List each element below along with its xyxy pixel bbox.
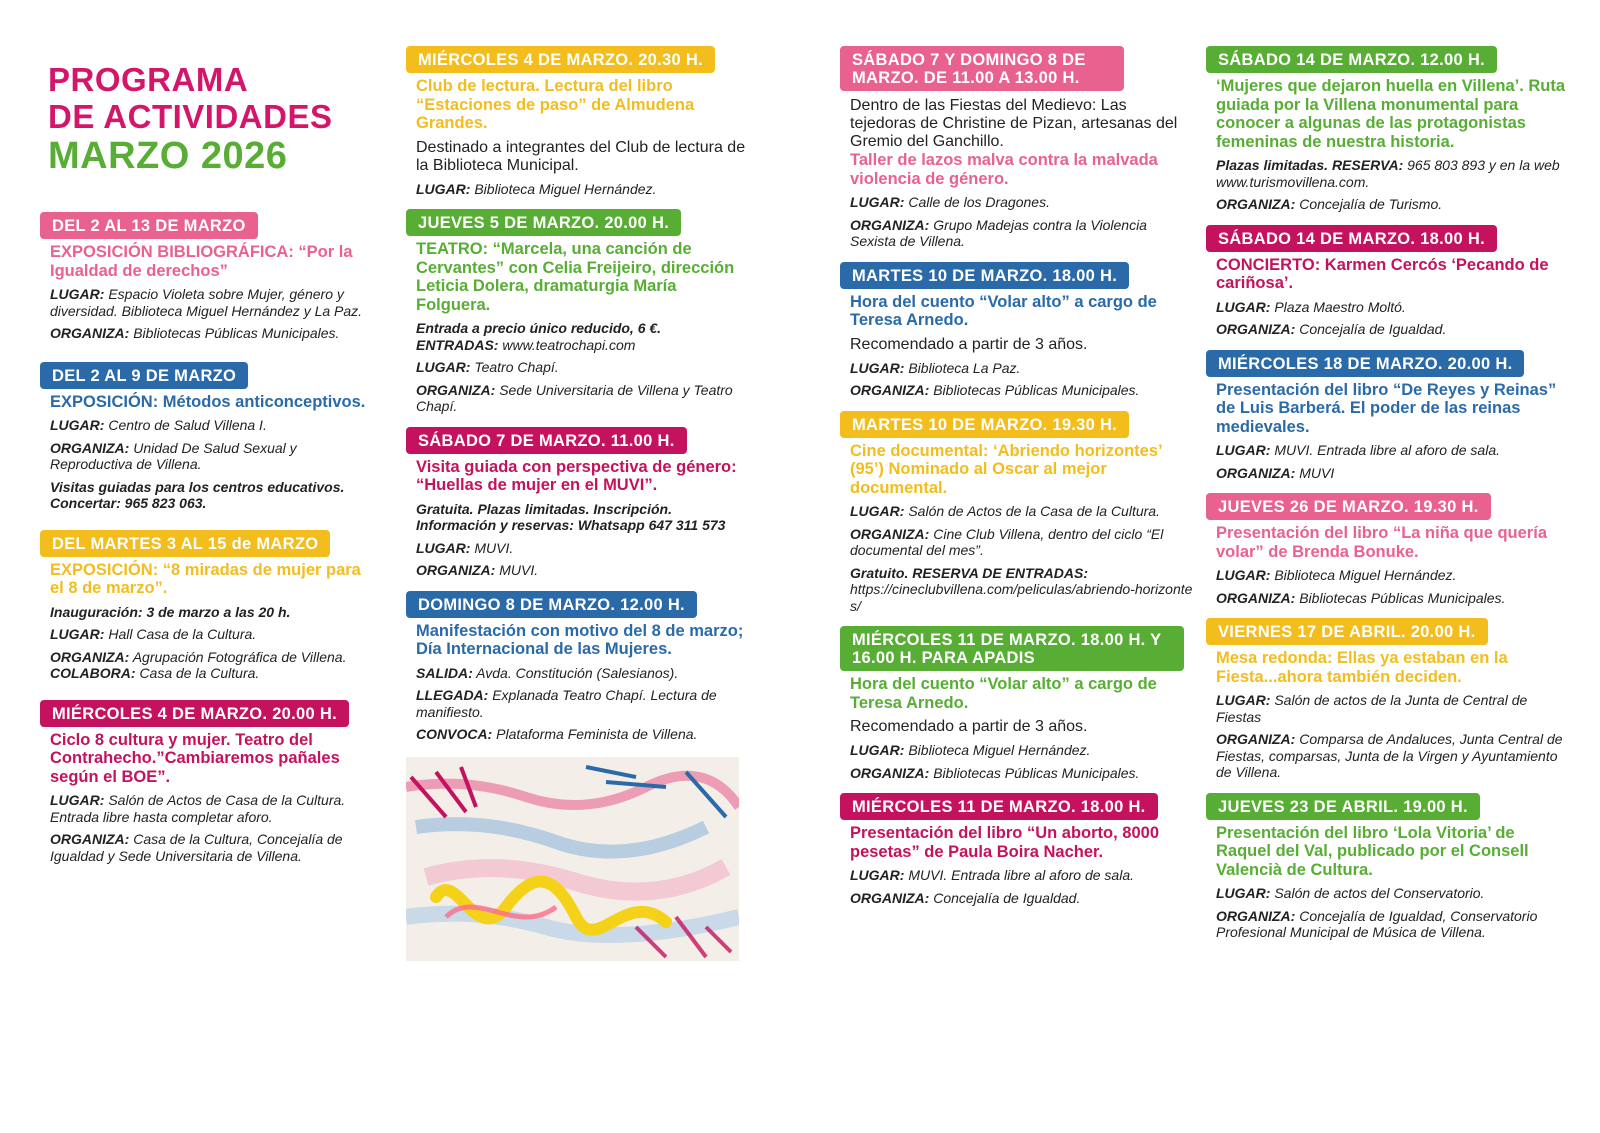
- event-lugar: LUGAR: Salón de Actos de la Casa de la Cultura.: [850, 503, 1160, 519]
- event-date-header: MIÉRCOLES 4 DE MARZO. 20.00 H.: [40, 700, 349, 727]
- event-title: Manifestación con motivo del 8 de marzo; Día Internacional de las Mujeres.: [416, 621, 744, 658]
- event-organiza: ORGANIZA: Grupo Madejas contra la Violencia Sexista de Villena.: [850, 216, 1147, 249]
- event-card: [38, 700, 373, 865]
- event-card: [38, 530, 373, 682]
- event-date-header: SÁBADO 7 Y DOMINGO 8 DE MARZO. DE 11.00 A 13.00 H.: [840, 46, 1124, 91]
- column-3: [850, 46, 1195, 918]
- event-lugar: LUGAR: Centro de Salud Villena I.: [50, 417, 267, 433]
- event-entradas: ENTRADAS: www.teatrochapi.com: [416, 336, 636, 353]
- event-card: [1216, 493, 1566, 606]
- event-organiza: ORGANIZA: Casa de la Cultura, Concejalía de Igualdad y Sede Universitaria de Villena.: [50, 831, 343, 864]
- event-card: [850, 411, 1195, 615]
- event-reservation: Plazas limitadas. RESERVA: 965 803 893 y en la web www.turismovillena.com.: [1216, 157, 1560, 190]
- event-organiza: ORGANIZA: Concejalía de Igualdad.: [850, 889, 1081, 906]
- event-date-header: VIERNES 17 DE ABRIL. 20.00 H.: [1206, 618, 1488, 645]
- event-date-header: DOMINGO 8 DE MARZO. 12.00 H.: [406, 591, 697, 618]
- event-title: Presentación del libro “De Reyes y Reinas” de Luis Barberá. El poder de las reinas medievales.: [1216, 380, 1557, 436]
- event-title: Taller de lazos malva contra la malvada violencia de género.: [850, 151, 1158, 188]
- event-description: Recomendado a partir de 3 años.: [850, 335, 1088, 353]
- event-description: Recomendado a partir de 3 años.: [850, 718, 1088, 735]
- event-title: EXPOSICIÓN BIBLIOGRÁFICA: “Por la Igualdad de derechos”: [50, 243, 353, 280]
- event-date-header: SÁBADO 14 DE MARZO. 12.00 H.: [1206, 46, 1497, 73]
- column-1: [38, 0, 373, 876]
- event-organiza: ORGANIZA: Bibliotecas Públicas Municipales.: [850, 764, 1140, 781]
- event-lugar: LUGAR: Biblioteca Miguel Hernández.: [850, 742, 1091, 758]
- event-date-header: MIÉRCOLES 18 DE MARZO. 20.00 H.: [1206, 350, 1524, 377]
- event-card: [38, 212, 373, 342]
- event-organiza: ORGANIZA: Bibliotecas Públicas Municipales.: [1216, 589, 1506, 606]
- event-organiza: ORGANIZA: Concejalía de Igualdad.: [1216, 321, 1447, 337]
- event-organiza: ORGANIZA: Unidad De Salud Sexual y Reproductiva de Villena.: [50, 439, 297, 472]
- event-lugar: LUGAR: Plaza Maestro Moltó.: [1216, 298, 1406, 315]
- event-card: [406, 209, 751, 415]
- event-title: EXPOSICIÓN: Métodos anticonceptivos.: [50, 392, 366, 411]
- event-convoca: CONVOCA: Plataforma Feminista de Villena.: [416, 726, 698, 742]
- event-date-header: JUEVES 26 DE MARZO. 19.30 H.: [1206, 493, 1491, 520]
- event-date-header: MIÉRCOLES 11 DE MARZO. 18.00 H.: [840, 793, 1158, 820]
- event-card: [406, 427, 751, 579]
- event-organiza: ORGANIZA: Concejalía de Igualdad, Conservatorio Profesional Municipal de Música de Villena.: [1216, 907, 1538, 940]
- event-lugar: LUGAR: Biblioteca La Paz.: [850, 359, 1021, 376]
- event-organiza: ORGANIZA: Cine Club Villena, dentro del ciclo “El documental del mes”.: [850, 525, 1164, 558]
- event-card: [1216, 618, 1566, 781]
- event-title: CONCIERTO: Karmen Cercós ‘Pecando de cariñosa’.: [1216, 255, 1549, 292]
- event-card: [1216, 225, 1566, 338]
- event-note: Gratuita. Plazas limitadas. Inscripción. Información y reservas: Whatsapp 647 311 573: [416, 500, 726, 533]
- decorative-artwork: [406, 757, 739, 961]
- event-title: Presentación del libro “Un aborto, 8000 pesetas” de Paula Boira Nacher.: [850, 824, 1159, 861]
- event-date-header: SÁBADO 7 DE MARZO. 11.00 H.: [406, 427, 687, 454]
- event-date-header: MIÉRCOLES 11 DE MARZO. 18.00 H. Y 16.00 H. PARA APADIS: [840, 626, 1184, 671]
- event-title: Mesa redonda: Ellas ya estaban en la Fiesta...ahora también deciden.: [1216, 649, 1508, 686]
- event-title: TEATRO: “Marcela, una canción de Cervantes” con Celia Freijeiro, dirección Leticia Dolera, dramaturgia María Folguera.: [416, 240, 735, 314]
- event-card: [1216, 793, 1566, 941]
- event-organiza: ORGANIZA: Agrupación Fotográfica de Villena. COLABORA: Casa de la Cultura.: [50, 648, 347, 681]
- event-date-header: MIÉRCOLES 4 DE MARZO. 20.30 H.: [406, 46, 715, 73]
- event-card: [406, 46, 751, 197]
- event-title: Ciclo 8 cultura y mujer. Teatro del Contrahecho.”Cambiaremos pañales según el BOE”.: [50, 730, 340, 786]
- column-2: [406, 46, 751, 961]
- event-organiza: ORGANIZA: Bibliotecas Públicas Municipales.: [50, 325, 340, 341]
- artwork-graphic: [406, 757, 739, 961]
- event-lugar: LUGAR: Calle de los Dragones.: [850, 194, 1050, 210]
- event-date-header: JUEVES 23 DE ABRIL. 19.00 H.: [1206, 793, 1480, 820]
- event-lugar: LUGAR: Biblioteca Miguel Hernández.: [416, 180, 657, 197]
- event-date-header: SÁBADO 14 DE MARZO. 18.00 H.: [1206, 225, 1497, 252]
- event-title: Presentación del libro ‘Lola Vitoria’ de Raquel del Val, publicado por el Consell Valencià de Cultura.: [1216, 823, 1529, 879]
- event-title: Hora del cuento “Volar alto” a cargo de Teresa Arnedo.: [850, 675, 1157, 712]
- event-link[interactable]: https://cineclubvillena.com/peliculas/abriendo-horizontes/: [850, 581, 1193, 614]
- event-date-header: MARTES 10 DE MARZO. 18.00 H.: [840, 262, 1129, 289]
- event-title: Visita guiada con perspectiva de género: “Huellas de mujer en el MUVI”.: [416, 457, 737, 494]
- event-date-header: DEL 2 AL 13 DE MARZO: [40, 212, 258, 239]
- event-title: Presentación del libro “La niña que quería volar” de Brenda Bonuke.: [1216, 524, 1547, 561]
- event-lugar: LUGAR: Teatro Chapí.: [416, 359, 559, 375]
- event-lugar: LUGAR: Salón de Actos de Casa de la Cultura. Entrada libre hasta completar aforo.: [50, 792, 346, 825]
- event-lugar: LUGAR: Espacio Violeta sobre Mujer, género y diversidad. Biblioteca Miguel Hernández y La Paz.: [50, 286, 363, 319]
- event-llegada: LLEGADA: Explanada Teatro Chapí. Lectura de manifiesto.: [416, 687, 717, 720]
- event-title: Club de lectura. Lectura del libro “Estaciones de paso” de Almudena Grandes.: [416, 77, 695, 132]
- event-description: Dentro de las Fiestas del Medievo: Las tejedoras de Christine de Pizan, artesanas del Gremio del Ganchillo.: [850, 97, 1178, 150]
- event-organiza: ORGANIZA: Concejalía de Turismo.: [1216, 196, 1443, 212]
- event-note: Gratuito. RESERVA DE ENTRADAS:: [850, 564, 1089, 581]
- event-note: Visitas guiadas para los centros educativos. Concertar: 965 823 063.: [50, 478, 345, 511]
- event-card: [850, 626, 1195, 781]
- title-line-2: DE ACTIVIDADES: [48, 98, 333, 135]
- event-lugar: LUGAR: MUVI.: [416, 539, 514, 556]
- event-date-header: DEL 2 AL 9 DE MARZO: [40, 362, 248, 389]
- column-4: [1216, 46, 1566, 953]
- event-title: Cine documental: ‘Abriendo horizontes’ (95’) Nominado al Oscar al mejor documental.: [850, 441, 1162, 497]
- event-card: [1216, 46, 1566, 213]
- event-note: Inauguración: 3 de marzo a las 20 h.: [50, 603, 291, 620]
- event-salida: SALIDA: Avda. Constitución (Salesianos).: [416, 664, 679, 681]
- event-lugar: LUGAR: Salón de actos de la Junta de Central de Fiestas: [1216, 692, 1528, 725]
- event-card: [850, 793, 1195, 906]
- event-organiza: ORGANIZA: MUVI: [1216, 464, 1335, 481]
- event-lugar: LUGAR: Hall Casa de la Cultura.: [50, 626, 257, 642]
- event-card: [406, 591, 751, 743]
- event-organiza: ORGANIZA: MUVI.: [416, 562, 539, 578]
- title-line-3: MARZO 2026: [48, 135, 288, 177]
- event-card: [38, 362, 373, 512]
- event-title: EXPOSICIÓN: “8 miradas de mujer para el 8 de marzo”.: [50, 560, 361, 597]
- event-date-header: DEL MARTES 3 AL 15 de MARZO: [40, 530, 330, 557]
- event-date-header: JUEVES 5 DE MARZO. 20.00 H.: [406, 209, 681, 236]
- event-title: Hora del cuento “Volar alto” a cargo de Teresa Arnedo.: [850, 292, 1157, 329]
- event-organiza: ORGANIZA: Comparsa de Andaluces, Junta Central de Fiestas, comparsas, Junta de la Virgen y Ayuntamiento de Villena.: [1216, 731, 1563, 780]
- program-title: [48, 61, 373, 178]
- event-organiza: ORGANIZA: Bibliotecas Públicas Municipales.: [850, 382, 1140, 398]
- event-description: Destinado a integrantes del Club de lectura de la Biblioteca Municipal.: [416, 138, 746, 174]
- event-date-header: MARTES 10 DE MARZO. 19.30 H.: [840, 411, 1129, 438]
- event-organiza: ORGANIZA: Sede Universitaria de Villena y Teatro Chapí.: [416, 381, 733, 414]
- event-lugar: LUGAR: Salón de actos del Conservatorio.: [1216, 885, 1485, 901]
- event-lugar: LUGAR: MUVI. Entrada libre al aforo de sala.: [1216, 442, 1500, 458]
- event-title: ‘Mujeres que dejaron huella en Villena’. Ruta guiada por la Villena monumental para conocer a algunas de las protagonistas femeninas de nuestra historia.: [1216, 77, 1566, 151]
- event-lugar: LUGAR: MUVI. Entrada libre al aforo de sala.: [850, 867, 1134, 883]
- event-card: [850, 262, 1195, 399]
- event-card: [850, 46, 1195, 250]
- event-note: Entrada a precio único reducido, 6 €.: [416, 320, 662, 336]
- title-line-1: PROGRAMA: [48, 61, 249, 98]
- event-card: [1216, 350, 1566, 482]
- event-lugar: LUGAR: Biblioteca Miguel Hernández.: [1216, 567, 1457, 583]
